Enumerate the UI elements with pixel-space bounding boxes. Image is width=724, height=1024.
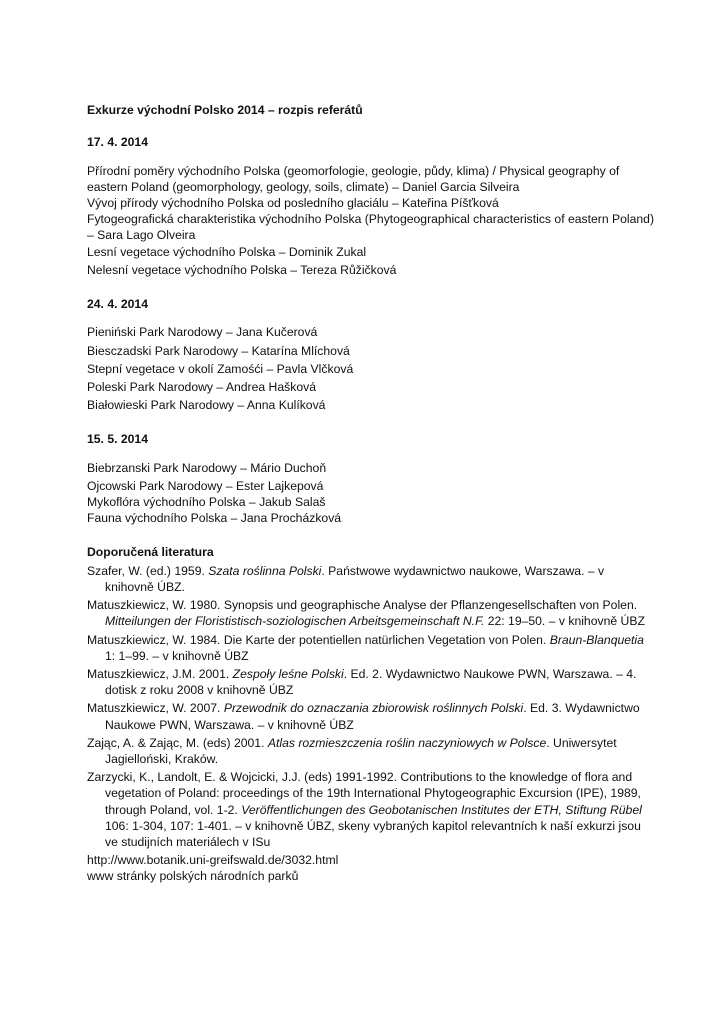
document-title: Exkurze východní Polsko 2014 – rozpis referátů	[87, 103, 363, 117]
literature-url: http://www.botanik.uni-greifswald.de/3032.html	[87, 853, 339, 868]
session-item: Nelesní vegetace východního Polska – Tereza Růžičková	[87, 262, 397, 277]
session-3	[87, 431, 654, 526]
reference-item: Matuszkiewicz, J.M. 2001. Zespoły leśne Polski. Ed. 2. Wydawnictwo Naukowe PWN, Warszawa. – 4. dotisk z roku 2008 v knihovně ÚBZ	[87, 667, 637, 698]
reference-item: Szafer, W. (ed.) 1959. Szata roślinna Polski. Państwowe wydawnictwo naukowe, Warszawa. – v knihovně ÚBZ.	[87, 563, 605, 595]
reference-item: Matuszkiewicz, W. 1980. Synopsis und geographische Analyse der Pflanzengesellschaften von Polen. Mitteilungen der Florististisch-soziologischen Arbeitsgemeinschaft N.F. 22: 19–50. – v knihovně ÚBZ	[87, 598, 645, 629]
session-item: Vývoj přírody východního Polska od posledního glaciálu – Kateřina Píšťková	[87, 196, 499, 210]
session-1	[87, 134, 654, 278]
session-date: 24. 4. 2014	[87, 297, 148, 312]
literature-heading: Doporučená literatura	[87, 544, 214, 559]
reference-item: Zarzycki, K., Landolt, E. & Wojcicki, J.J. (eds) 1991-1992. Contributions to the knowledge of flora and vegetation of Poland: proceedings of the 19th International Phytogeographic Excursion (IPE), 1989, through Poland, vol. 1-2. Veröffentlichungen des Geobotanischen Institutes der ETH, Stiftung Rübel 106: 1-304, 107: 1-401. – v knihovně ÚBZ, skeny vybraných kapitol relevantních k naší exkurzi jsou ve studijních materiálech v ISu	[87, 770, 642, 850]
session-item: Fauna východního Polska – Jana Procházková	[87, 511, 342, 526]
session-item: Mykoflóra východního Polska – Jakub Salaš	[87, 495, 326, 510]
reference-item: Matuszkiewicz, W. 1984. Die Karte der potentiellen natürlichen Vegetation von Polen. Braun-Blanquetia 1: 1–99. – v knihovně ÚBZ	[87, 632, 644, 663]
session-item: Přírodní poměry východního Polska (geomorfologie, geologie, půdy, klima) / Physical geography of eastern Poland (geomorphology, geology, soils, climate) – Daniel Garcia Silveira	[87, 163, 620, 194]
session-item: Biesczadski Park Narodowy – Katarína Mlíchová	[87, 343, 350, 358]
session-item: Pieniński Park Narodowy – Jana Kučerová	[87, 325, 318, 340]
session-item: Fytogeografická charakteristika východního Polska (Phytogeographical characteristics of eastern Poland) – Sara Lago Olveira	[87, 212, 655, 243]
session-item: Białowieski Park Narodowy – Anna Kulíková	[87, 398, 326, 413]
reference-item: Zając, A. & Zając, M. (eds) 2001. Atlas rozmieszczenia roślin naczyniowych w Polsce. Uniwersytet Jagielloński, Kraków.	[87, 735, 617, 767]
session-date: 15. 5. 2014	[87, 432, 148, 447]
literature-footer: www stránky polských národních parků	[87, 869, 299, 884]
session-item: Ojcowski Park Narodowy – Ester Lajkepová	[87, 479, 324, 494]
session-item: Poleski Park Narodowy – Andrea Hašková	[87, 380, 316, 395]
session-date: 17. 4. 2014	[87, 135, 148, 150]
session-item: Stepní vegetace v okolí Zamośći – Pavla Vlčková	[87, 361, 354, 376]
reference-item: Matuszkiewicz, W. 2007. Przewodnik do oznaczania zbiorowisk roślinnych Polski. Ed. 3. Wydawnictwo Naukowe PWN, Warszawa. – v knihovně ÚBZ	[87, 701, 640, 732]
session-item: Biebrzanski Park Narodowy – Mário Duchoň	[87, 460, 327, 475]
session-2	[87, 296, 654, 413]
session-item: Lesní vegetace východního Polska – Dominik Zukal	[87, 244, 367, 259]
